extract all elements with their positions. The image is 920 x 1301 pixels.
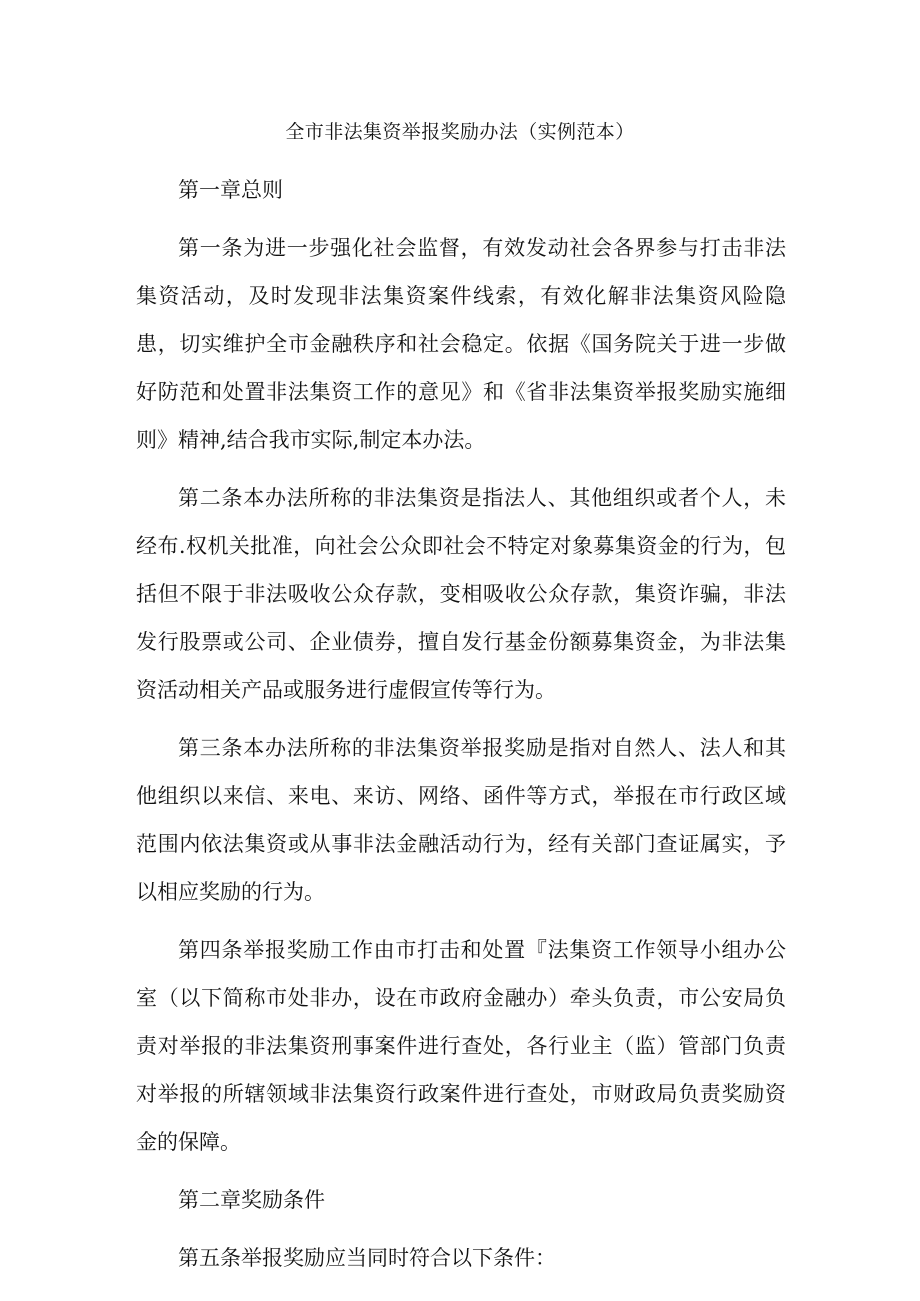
document-title: 全市非法集资举报奖励办法（实例范本）	[285, 121, 635, 143]
chapter-heading-1: 第一章总则	[178, 178, 283, 202]
chapter-heading-2: 第二章奖励条件	[178, 1188, 325, 1212]
article-3: 第三条本办法所称的非法集资举报奖励是指对自然人、法人和其他组织以来信、来电、来访、网络、函件等方式，举报在市行政区域范围内依法集资或从事非法金融活动行为，经有关部门查证属实，予以相应奖励的行为。	[136, 736, 786, 904]
article-5: 第五条举报奖励应当同时符合以下条件：	[178, 1246, 556, 1270]
article-1: 第一条为进一步强化社会监督，有效发动社会各界参与打击非法集资活动，及时发现非法集资案件线索，有效化解非法集资风险隐患，切实维护全市金融秩序和社会稳定。依据《国务院关于进一步做好防范和处置非法集资工作的意见》和《省非法集资举报奖励实施细则》精神,结合我市实际,制定本办法。	[136, 236, 786, 452]
article-4: 第四条举报奖励工作由市打击和处置『法集资工作领导小组办公室（以下简称市处非办，设在市政府金融办）牵头负责，市公安局负责对举报的非法集资刑事案件进行查处，各行业主（监）管部门负责对举报的所辖领域非法集资行政案件进行查处，市财政局负责奖励资金的保障。	[136, 938, 786, 1154]
document-body	[136, 166, 786, 1292]
article-2: 第二条本办法所称的非法集资是指法人、其他组织或者个人，未经布.权机关批准，向社会公众即社会不特定对象募集资金的行为，包括但不限于非法吸收公众存款，变相吸收公众存款，集资诈骗，非法发行股票或公司、企业债券，擅自发行基金份额募集资金，为非法集资活动相关产品或服务进行虚假宣传等行为。	[136, 486, 786, 702]
